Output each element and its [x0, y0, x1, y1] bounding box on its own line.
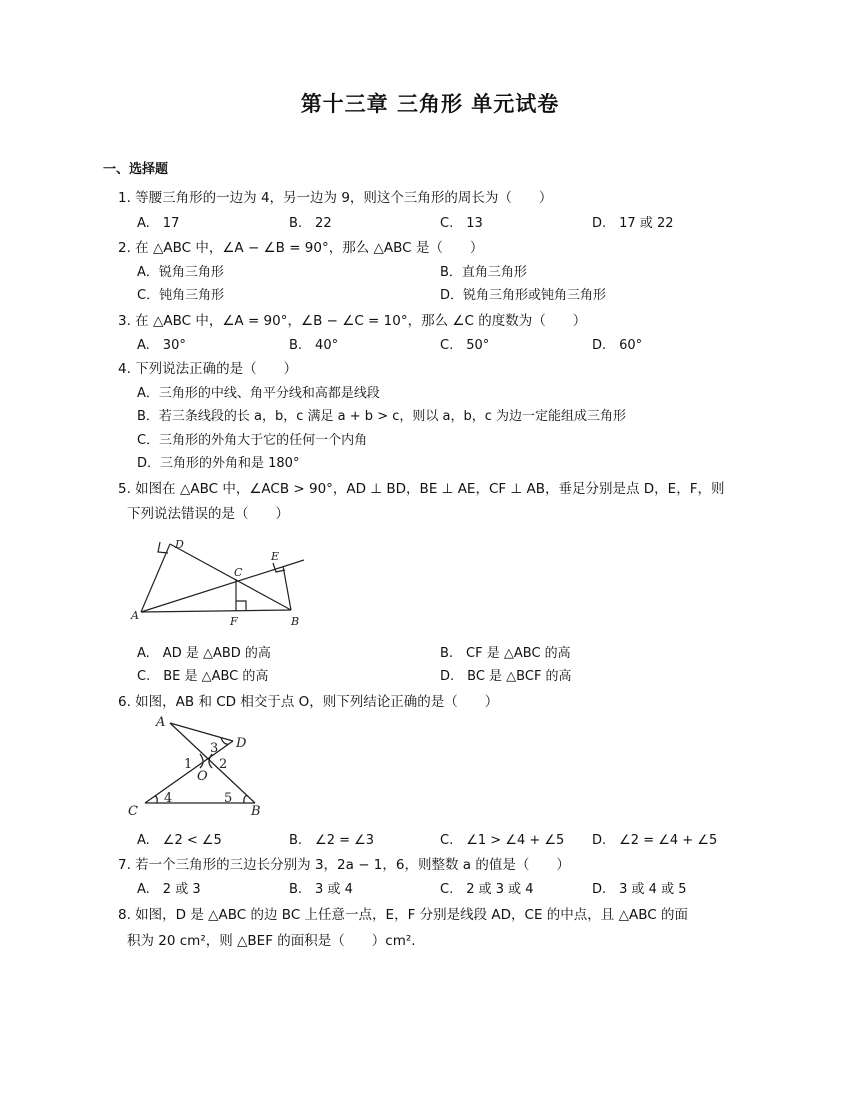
question-5-stem-line1: 5. 如图在 △ABC 中，∠ACB > 90°，AD ⊥ BD，BE ⊥ AE，CF ⊥ AB，垂足分别是点 D，E，F，则	[118, 481, 725, 497]
question-7-option-a[interactable]: A. 2 或 3	[137, 882, 201, 897]
question-3-option-d[interactable]: D. 60°	[592, 338, 643, 353]
question-1-option-b[interactable]: B. 22	[289, 216, 332, 231]
question-6-option-d[interactable]: D. ∠2 = ∠4 + ∠5	[592, 833, 718, 848]
label-D: D	[236, 736, 247, 751]
page-title: 第十三章 三角形 单元试卷	[300, 92, 560, 116]
question-4-option-d[interactable]: D．三角形的外角和是 180°	[137, 456, 300, 471]
label-C: C	[128, 804, 138, 819]
question-5-figure	[128, 532, 308, 632]
question-2-option-c[interactable]: C．钝角三角形	[137, 288, 225, 303]
label-angle-3: 3	[210, 741, 219, 756]
label-D: D	[175, 538, 184, 551]
section-heading: 一、选择题	[103, 162, 169, 177]
label-B: B	[251, 804, 261, 819]
question-5-option-c[interactable]: C. BE 是 △ABC 的高	[137, 669, 269, 684]
angle-4-arc	[155, 796, 157, 803]
right-angle-F	[236, 601, 246, 611]
question-6-option-a[interactable]: A. ∠2 < ∠5	[137, 833, 222, 848]
question-6-option-c[interactable]: C. ∠1 > ∠4 + ∠5	[440, 833, 565, 848]
question-3-stem: 3. 在 △ABC 中，∠A = 90°，∠B − ∠C = 10°，那么 ∠C 的度数为（ ）	[118, 313, 587, 329]
question-1-option-d[interactable]: D. 17 或 22	[592, 216, 674, 231]
question-4-option-b[interactable]: B．若三条线段的长 a，b，c 满足 a + b > c，则以 a，b，c 为边一定能组成三角形	[137, 409, 626, 424]
label-angle-4: 4	[164, 791, 173, 806]
label-C: C	[234, 566, 243, 579]
question-7-option-d[interactable]: D. 3 或 4 或 5	[592, 882, 687, 897]
line-AD	[141, 544, 170, 612]
label-O: O	[197, 769, 208, 784]
question-5-option-a[interactable]: A. AD 是 △ABD 的高	[137, 646, 271, 661]
label-E: E	[271, 550, 280, 563]
question-4-option-c[interactable]: C．三角形的外角大于它的任何一个内角	[137, 433, 368, 448]
question-6-figure	[124, 714, 274, 820]
question-8-stem-line2: 积为 20 cm²，则 △BEF 的面积是（ ）cm².	[127, 933, 416, 949]
question-2-option-b[interactable]: B．直角三角形	[440, 265, 527, 280]
question-7-stem: 7. 若一个三角形的三边长分别为 3，2a − 1，6，则整数 a 的值是（ ）	[118, 857, 570, 873]
label-B: B	[291, 615, 300, 628]
label-angle-2: 2	[219, 757, 228, 772]
question-1-option-c[interactable]: C. 13	[440, 216, 483, 231]
label-F: F	[230, 615, 238, 628]
label-angle-5: 5	[224, 791, 233, 806]
line-AB	[141, 610, 291, 612]
question-5-stem-line2: 下列说法错误的是（ ）	[127, 506, 289, 522]
question-8-stem-line1: 8. 如图，D 是 △ABC 的边 BC 上任意一点，E，F 分别是线段 AD，CE 的中点，且 △ABC 的面	[118, 907, 688, 923]
question-3-option-c[interactable]: C. 50°	[440, 338, 490, 353]
question-5-option-d[interactable]: D. BC 是 △BCF 的高	[440, 669, 572, 684]
question-6-stem: 6. 如图，AB 和 CD 相交于点 O，则下列结论正确的是（ ）	[118, 694, 499, 710]
question-4-option-a[interactable]: A．三角形的中线、角平分线和高都是线段	[137, 386, 380, 401]
question-2-stem: 2. 在 △ABC 中，∠A − ∠B = 90°，那么 △ABC 是（ ）	[118, 240, 484, 256]
question-6-option-b[interactable]: B. ∠2 = ∠3	[289, 833, 375, 848]
question-2-option-a[interactable]: A．锐角三角形	[137, 265, 224, 280]
angle-5-arc	[244, 795, 247, 803]
label-A: A	[131, 609, 139, 622]
question-4-stem: 4. 下列说法正确的是（ ）	[118, 361, 298, 377]
question-2-option-d[interactable]: D．锐角三角形或钝角三角形	[440, 288, 607, 303]
question-3-option-b[interactable]: B. 40°	[289, 338, 339, 353]
label-A: A	[156, 715, 166, 730]
question-5-option-b[interactable]: B. CF 是 △ABC 的高	[440, 646, 571, 661]
line-CD	[145, 741, 233, 803]
question-1-option-a[interactable]: A. 17	[137, 216, 180, 231]
question-7-option-c[interactable]: C. 2 或 3 或 4	[440, 882, 534, 897]
question-7-option-b[interactable]: B. 3 或 4	[289, 882, 353, 897]
question-1-stem: 1. 等腰三角形的一边为 4，另一边为 9，则这个三角形的周长为（ ）	[118, 190, 553, 206]
angle-1-arc	[200, 754, 203, 768]
line-BE	[283, 566, 291, 610]
label-angle-1: 1	[184, 757, 193, 772]
question-3-option-a[interactable]: A. 30°	[137, 338, 186, 353]
